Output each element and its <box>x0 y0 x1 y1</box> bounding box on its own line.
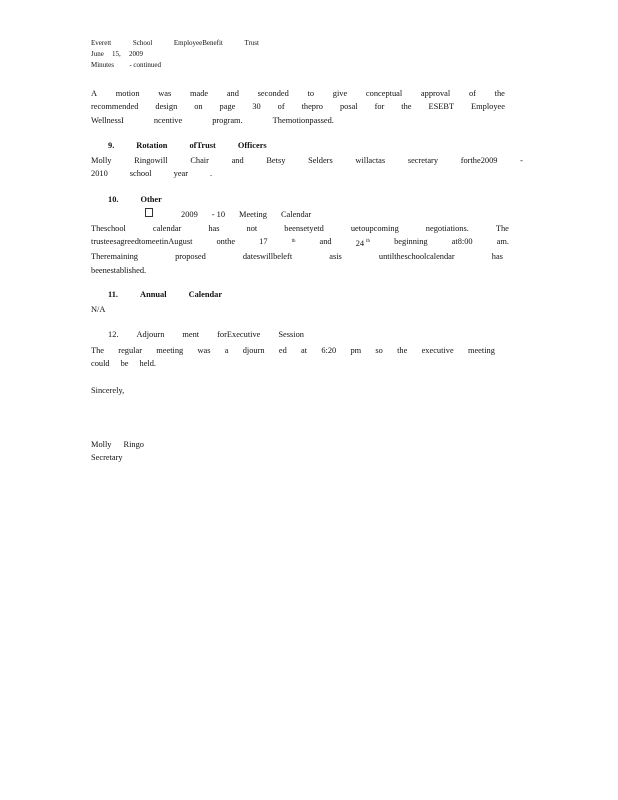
word: secretary <box>407 156 439 165</box>
word: calendar <box>152 224 182 233</box>
word: Ringowill <box>134 156 168 165</box>
word: willactas <box>355 156 386 165</box>
word: of <box>277 102 285 112</box>
signature-block <box>91 438 521 465</box>
header-word: - continued <box>129 61 161 69</box>
section-number: 12. <box>108 330 119 339</box>
word: Ringo <box>123 440 144 449</box>
header-line-2 <box>91 49 143 60</box>
word: recommended <box>91 102 139 112</box>
paragraph-line <box>91 344 495 357</box>
heading-word: Annual <box>140 290 167 299</box>
word: for <box>374 102 385 112</box>
word: pm <box>350 346 362 355</box>
bullet-line <box>145 208 345 221</box>
word: Molly <box>91 440 112 449</box>
header-word: Everett <box>91 39 112 47</box>
section-9-heading <box>108 141 267 150</box>
word: Theremaining <box>91 252 138 262</box>
word: posal <box>339 102 358 112</box>
word: the <box>397 346 408 355</box>
word: on <box>194 102 203 112</box>
header-word: Minutes <box>91 61 114 69</box>
word: and <box>319 237 332 247</box>
section-10-body <box>91 222 521 277</box>
word: was <box>158 89 172 98</box>
paragraph-line <box>91 250 503 263</box>
word: djourn <box>242 346 265 355</box>
heading-word: forExecutive <box>217 330 261 339</box>
header-word: School <box>132 39 153 47</box>
word: page <box>219 102 236 112</box>
word: Calendar <box>280 210 312 219</box>
word: ESEBT <box>428 102 455 112</box>
paragraph-line <box>91 87 505 100</box>
section-number: 10. <box>108 195 119 204</box>
section-11-heading <box>108 290 222 299</box>
paragraph-line <box>91 154 523 167</box>
word: 6:20 <box>321 346 337 355</box>
superscript: th <box>366 239 371 245</box>
word: Themotionpassed. <box>272 115 334 125</box>
word: . <box>210 169 213 179</box>
word: untiltheschoolcalendar <box>378 252 455 262</box>
superscript: th <box>291 239 296 245</box>
word: negotiations. <box>425 224 469 233</box>
header-word: 15, <box>112 50 121 58</box>
word: design <box>155 102 178 112</box>
na-text: N/A <box>91 305 106 314</box>
section-10-heading <box>108 195 162 204</box>
word: approval <box>420 89 451 98</box>
word: motion <box>115 89 140 98</box>
paragraph-line <box>91 100 505 113</box>
document-header <box>91 38 531 71</box>
word: beenestablished. <box>91 265 147 275</box>
word: proposed <box>175 252 206 262</box>
word: executive <box>421 346 454 355</box>
word: The <box>91 346 105 355</box>
word: WellnessI <box>91 115 124 125</box>
signature-name <box>91 438 521 451</box>
word: to <box>307 89 315 98</box>
word: thepro <box>301 102 323 112</box>
word: of <box>468 89 476 98</box>
header-word: June <box>91 50 104 58</box>
word: year <box>173 169 189 179</box>
checkbox-bullet-icon <box>145 208 153 217</box>
heading-word: Officers <box>237 141 267 150</box>
word: 30 <box>252 102 261 112</box>
word: regular <box>118 346 142 355</box>
heading-word: Other <box>140 195 162 204</box>
word: am. <box>496 237 509 247</box>
paragraph-line <box>91 235 509 250</box>
word: Betsy <box>266 156 286 165</box>
word: uetoupcoming <box>350 224 399 233</box>
sincerely-text: Sincerely, <box>91 386 125 395</box>
word: meeting <box>467 346 495 355</box>
word: a <box>224 346 229 355</box>
word: 2010 <box>91 169 108 179</box>
word: program. <box>212 115 243 125</box>
header-line-1 <box>91 38 259 49</box>
word: made <box>189 89 209 98</box>
word: - 10 <box>211 210 226 219</box>
word: A <box>91 89 98 98</box>
word: beginning <box>394 237 428 247</box>
paragraph-line <box>91 357 521 370</box>
paragraph-line <box>91 167 521 180</box>
word: give <box>332 89 348 98</box>
word: not <box>246 224 258 233</box>
word: and <box>226 89 239 98</box>
paragraph-line <box>91 114 521 127</box>
word: seconded <box>257 89 289 98</box>
word: the <box>401 102 412 112</box>
word: conceptual <box>365 89 403 98</box>
paragraph-line <box>91 222 509 235</box>
word: - <box>520 156 523 165</box>
section-11-body <box>91 303 521 316</box>
word: held. <box>139 359 157 369</box>
heading-word: Calendar <box>188 290 223 299</box>
word: 2009 <box>181 210 198 219</box>
word: ed <box>278 346 287 355</box>
word: asis <box>329 252 342 262</box>
word: and <box>231 156 244 165</box>
word: trusteesagreedtomeetinAugust <box>91 237 193 247</box>
word: The <box>495 224 509 233</box>
word: at <box>301 346 308 355</box>
word: Employee <box>471 102 505 112</box>
section-number: 11. <box>108 290 119 299</box>
word: onthe <box>216 237 236 247</box>
heading-word: Rotation <box>136 141 168 150</box>
section-number: 9. <box>108 141 115 150</box>
header-word: 2009 <box>129 50 143 58</box>
word: Molly <box>91 156 112 165</box>
word: meeting <box>156 346 184 355</box>
word: Chair <box>190 156 209 165</box>
word: dateswillbeleft <box>242 252 293 262</box>
word: has <box>208 224 220 233</box>
word: could <box>91 359 110 369</box>
header-line-3 <box>91 60 161 71</box>
header-word: EmployeeBenefit <box>173 39 223 47</box>
word: at8:00 <box>451 237 473 247</box>
heading-word: Adjourn <box>136 330 165 339</box>
section-12-body <box>91 344 521 371</box>
section-9-body <box>91 154 521 181</box>
section-10-bullet <box>145 208 345 221</box>
closing-text <box>91 384 521 397</box>
section-12-heading <box>108 330 304 339</box>
word: 24 <box>355 239 365 249</box>
word: Selders <box>308 156 333 165</box>
word: was <box>197 346 211 355</box>
word: beensetyetd <box>284 224 324 233</box>
word: forthe2009 <box>460 156 498 165</box>
heading-word: Session <box>278 330 304 339</box>
heading-word: ment <box>182 330 200 339</box>
word: the <box>494 89 505 98</box>
motion-paragraph <box>91 87 521 127</box>
word: Meeting <box>239 210 267 219</box>
signature-title: Secretary <box>91 453 123 463</box>
word: has <box>491 252 503 262</box>
word: so <box>375 346 383 355</box>
word: 17 <box>259 237 268 247</box>
word: ncentive <box>153 115 183 125</box>
word: be <box>120 359 129 369</box>
word: Theschool <box>91 224 126 233</box>
heading-word: ofTrust <box>189 141 216 150</box>
header-word: Trust <box>244 39 259 47</box>
word: school <box>129 169 152 179</box>
paragraph-line <box>91 264 521 277</box>
